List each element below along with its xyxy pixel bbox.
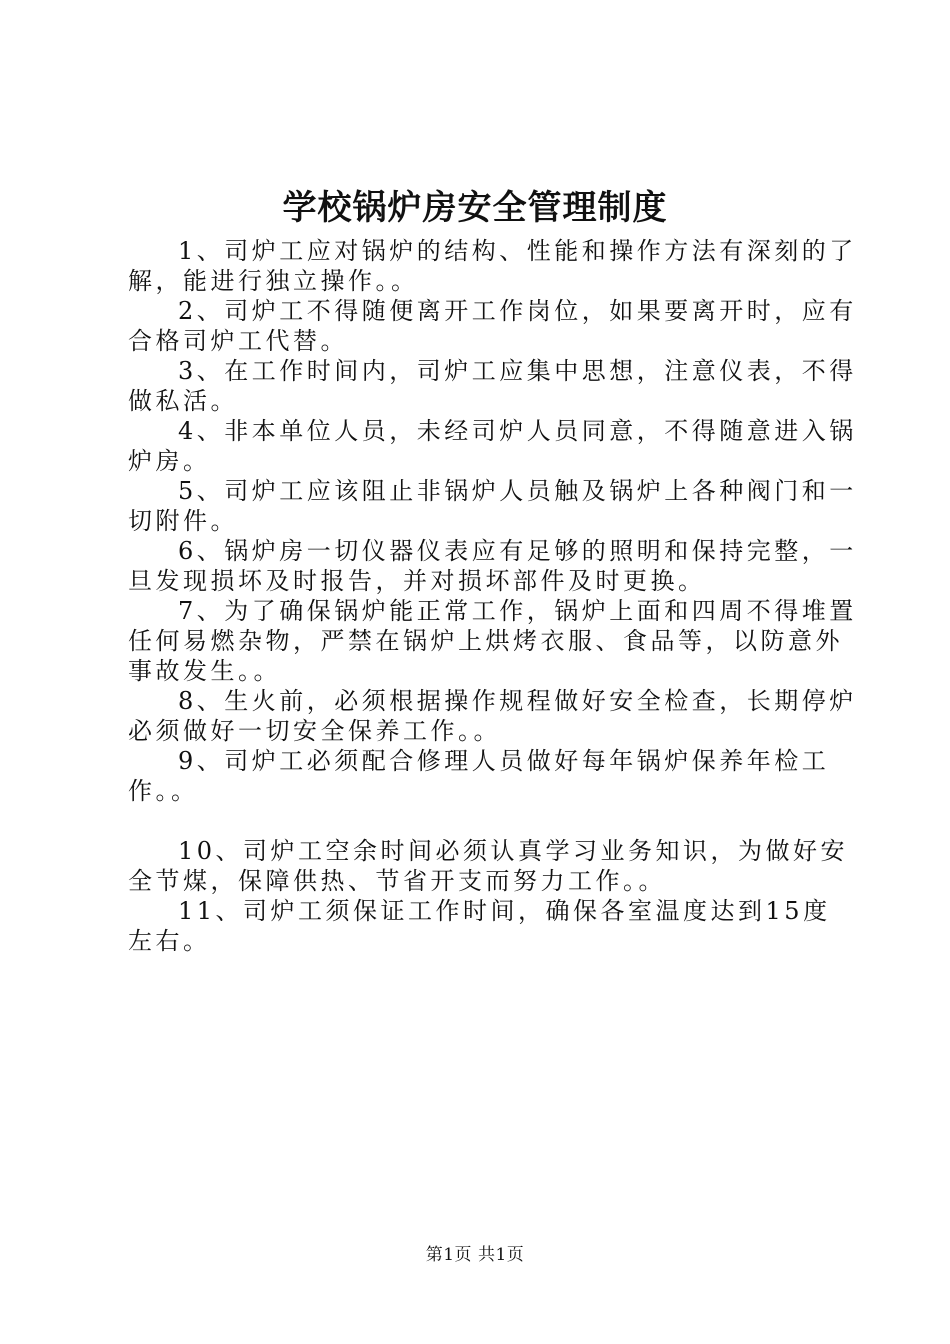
rule-paragraph-10: 10、司炉工空余时间必须认真学习业务知识，为做好安全节煤，保障供热、节省开支而努力工作。。 (128, 837, 849, 895)
rule-paragraph-1: 1、司炉工应对锅炉的结构、性能和操作方法有深刻的了解，能进行独立操作。。 (128, 237, 857, 295)
document-body (128, 236, 858, 956)
rule-paragraph-2: 2、司炉工不得随便离开工作岗位，如果要离开时，应有合格司炉工代替。 (128, 297, 857, 355)
document-title: 学校锅炉房安全管理制度 (282, 188, 668, 228)
rule-paragraph-5: 5、司炉工应该阻止非锅炉人员触及锅炉上各种阀门和一切附件。 (128, 477, 857, 535)
rule-paragraph-9: 9、司炉工必须配合修理人员做好每年锅炉保养年检工作。。 (128, 747, 830, 805)
rule-paragraph-11: 11、司炉工须保证工作时间，确保各室温度达到15度左右。 (128, 897, 831, 955)
rule-paragraph-7: 7、为了确保锅炉能正常工作，锅炉上面和四周不得堆置任何易燃杂物，严禁在锅炉上烘烤衣服、食品等，以防意外事故发生。。 (128, 597, 857, 685)
page-footer: 第1页 共1页 (425, 1245, 525, 1265)
rule-paragraph-6: 6、锅炉房一切仪器仪表应有足够的照明和保持完整，一旦发现损坏及时报告，并对损坏部件及时更换。 (128, 537, 857, 595)
rule-paragraph-4: 4、非本单位人员，未经司炉人员同意，不得随意进入锅炉房。 (128, 417, 857, 475)
rule-paragraph-3: 3、在工作时间内，司炉工应集中思想，注意仪表，不得做私活。 (128, 357, 857, 415)
rule-paragraph-8: 8、生火前，必须根据操作规程做好安全检查，长期停炉必须做好一切安全保养工作。。 (128, 687, 857, 745)
